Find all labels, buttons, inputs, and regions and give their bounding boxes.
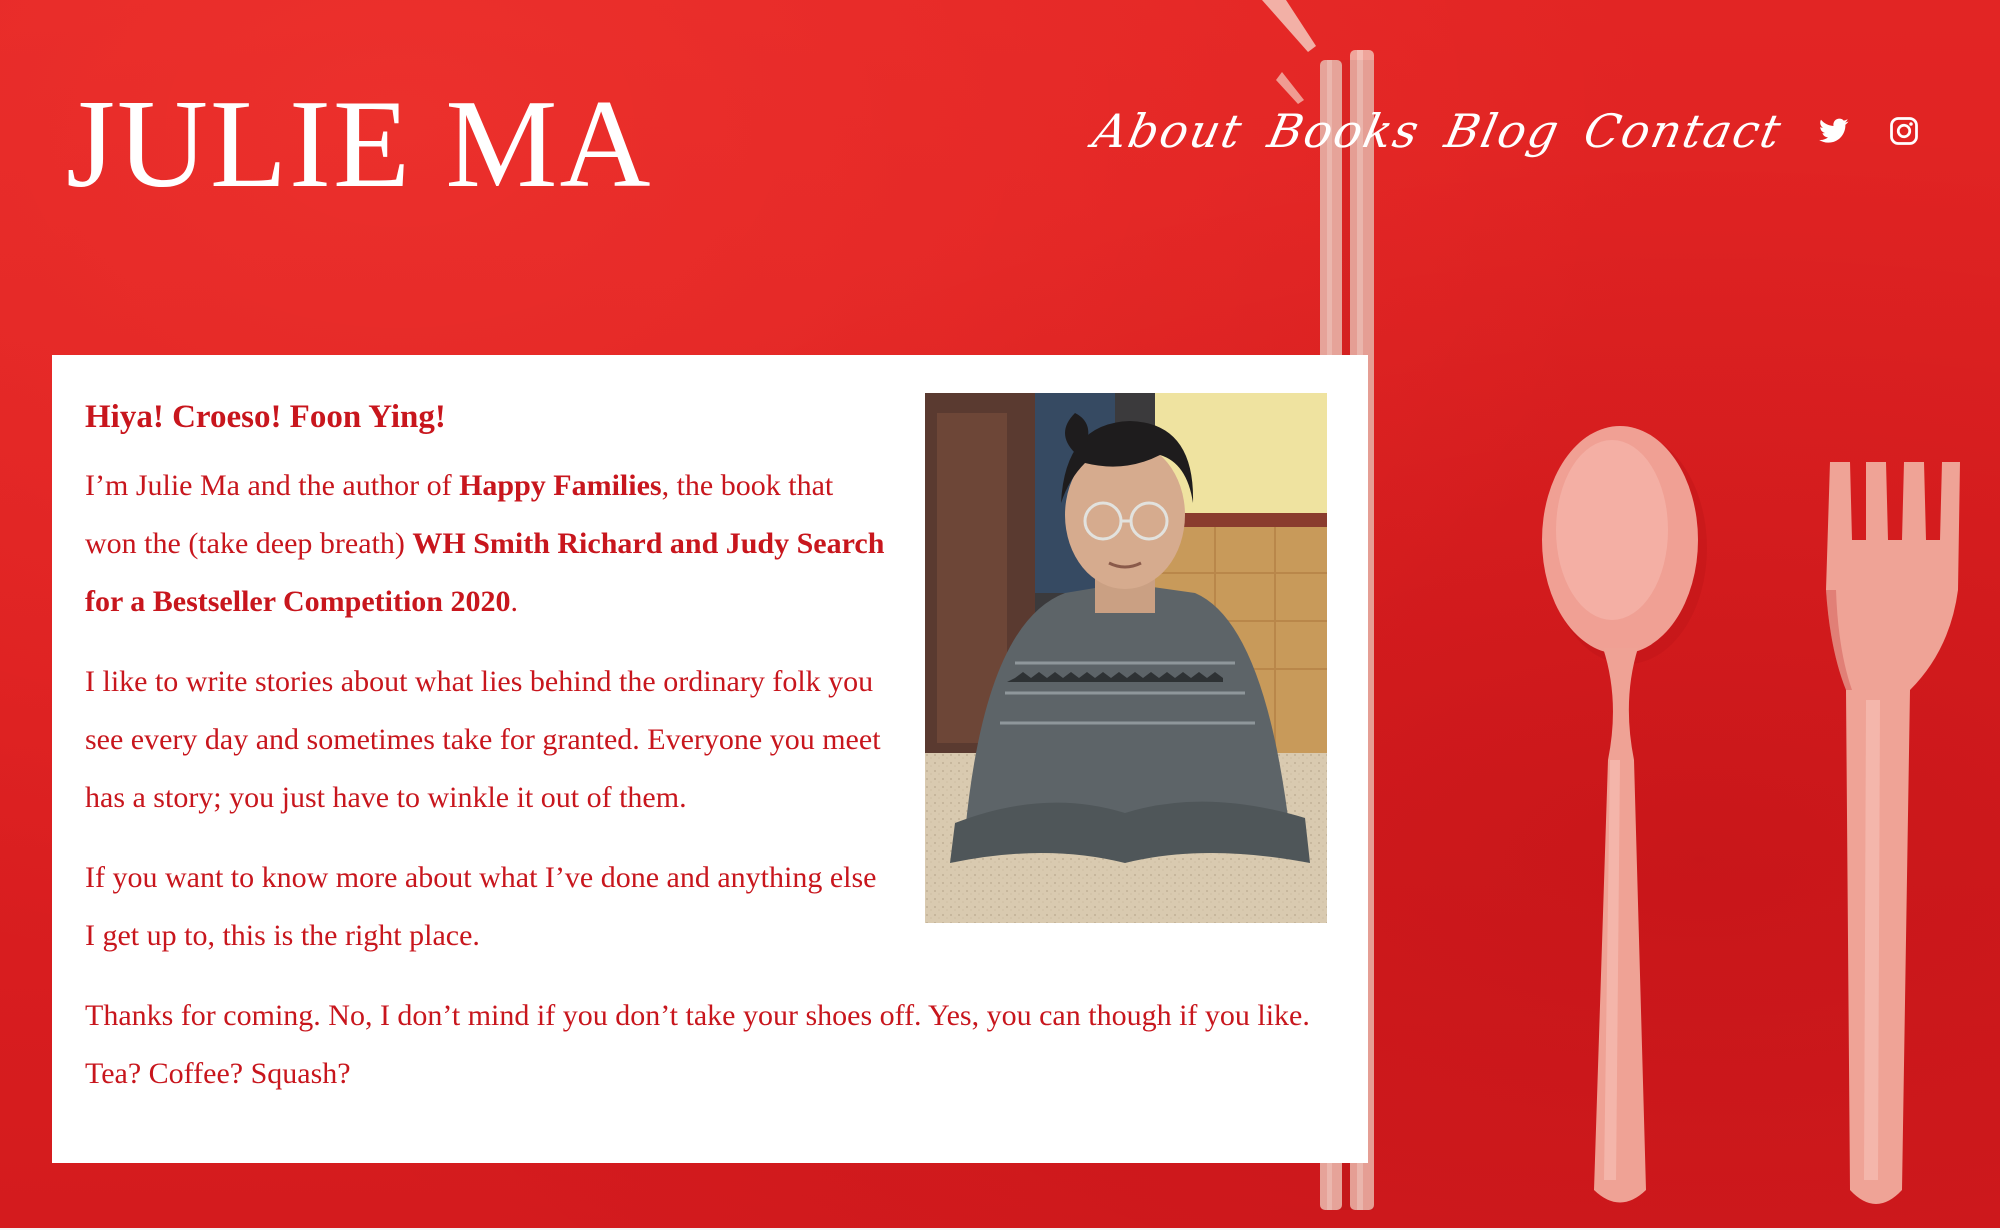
- book-title: Happy Families: [459, 468, 662, 502]
- nav-link-contact[interactable]: Contact: [1579, 104, 1788, 158]
- main-nav: [1088, 104, 1922, 158]
- intro-paragraph-1: [85, 457, 885, 631]
- greeting-heading: Hiya! Croeso! Foon Ying!: [85, 399, 446, 435]
- intro-card: [52, 355, 1368, 1163]
- intro-text: [85, 396, 885, 965]
- twitter-icon[interactable]: [1816, 113, 1852, 149]
- intro-p1-text-1: I’m Julie Ma and the author of: [85, 468, 460, 502]
- nav-link-about[interactable]: About: [1088, 104, 1249, 158]
- wooden-spoon-image: [1542, 426, 1707, 1203]
- site-logo[interactable]: JULIE MA: [66, 75, 653, 214]
- nav-link-blog[interactable]: Blog: [1439, 104, 1566, 158]
- nav-link-books[interactable]: Books: [1263, 104, 1426, 158]
- intro-p1-text-2: , the book that won the (take deep breath): [85, 468, 834, 560]
- wooden-fork-image: [1826, 462, 1960, 1204]
- intro-paragraph-3: If you want to know more about what I’ve done and anything else I get up to, this is the right place.: [85, 860, 877, 952]
- intro-paragraph-4: Thanks for coming. No, I don’t mind if you don’t take your shoes off. Yes, you can though if you like. Tea? Coffee? Squash?: [85, 998, 1310, 1090]
- award-name: WH Smith Richard and Judy Search for a Bestseller Competition 2020: [85, 526, 885, 618]
- author-photo: [925, 393, 1327, 923]
- chopstick-top-pieces: [1262, 0, 1316, 104]
- intro-paragraph-2: I like to write stories about what lies behind the ordinary folk you see every day and sometimes take for granted. Everyone you meet has a story; you just have to winkle it out of them.: [85, 664, 881, 814]
- intro-p1-text-3: .: [510, 584, 518, 618]
- instagram-icon[interactable]: [1886, 113, 1922, 149]
